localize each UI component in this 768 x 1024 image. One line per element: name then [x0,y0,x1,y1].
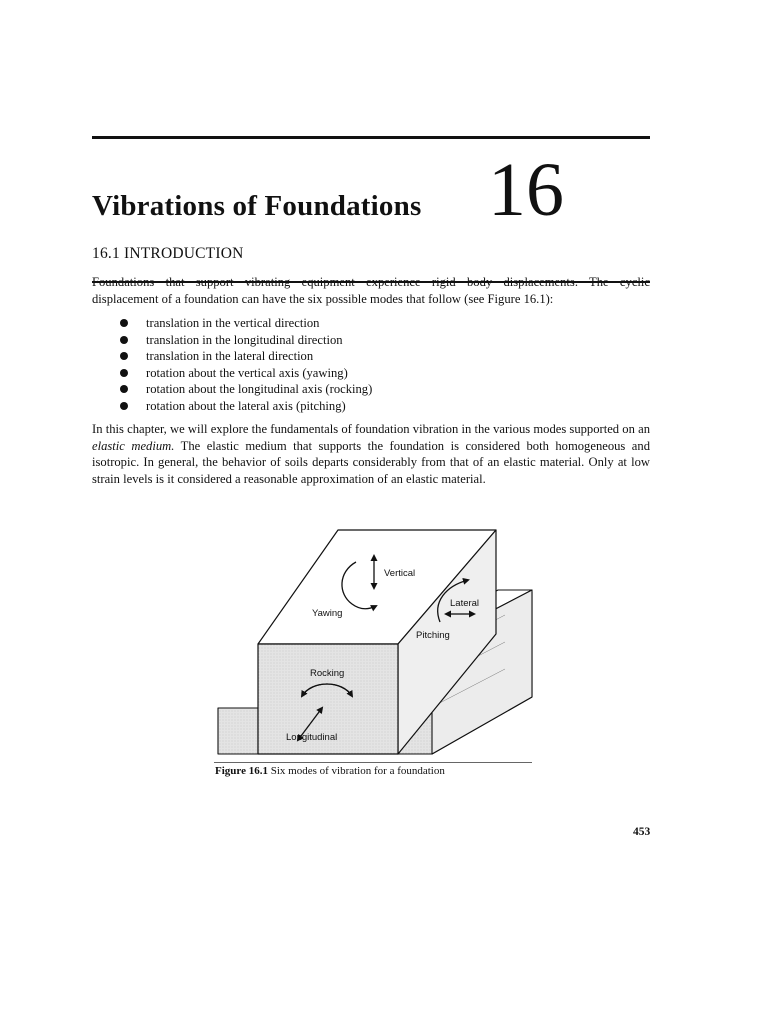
chapter-title: Vibrations of Foundations [92,190,422,222]
list-item: rotation about the vertical axis (yawing) [120,365,372,382]
body-paragraph [92,421,650,487]
body-text-1: In this chapter, we will explore the fundamentals of foundation vibration in the various modes supported on an [92,422,650,436]
label-pitching: Pitching [416,630,450,641]
list-item: translation in the longitudinal direction [120,332,372,349]
label-longitudinal: Longitudinal [286,732,338,743]
intro-line-2: displacement of a foundation can have the six possible modes that follow (see Figure 16.1): [92,291,554,306]
intro-paragraph [92,274,650,307]
figure-caption-text: Six modes of vibration for a foundation [267,765,445,777]
figure-caption [215,765,445,777]
list-item: translation in the lateral direction [120,348,372,365]
foundation-figure [210,524,540,769]
figure-rule [214,762,532,763]
label-vertical: Vertical [384,568,416,579]
elastic-medium-emphasis: elastic medium. [92,438,175,453]
chapter-number: 16 [488,148,564,232]
label-yawing: Yawing [312,608,343,619]
list-item: translation in the vertical direction [120,315,372,332]
figure-caption-label: Figure 16.1 [215,765,268,777]
page-number: 453 [633,826,651,838]
list-item: rotation about the longitudinal axis (rocking) [120,381,372,398]
intro-line-1: Foundations that support vibrating equipment experience rigid body displacements. The cyclic [92,275,650,289]
label-rocking: Rocking [310,668,345,679]
chapter-top-rule [92,136,650,139]
body-text-2: The elastic medium that supports the foundation is considered both homogeneous and isotropic. In general, the behavior of soils departs considerably from that of an elastic material. Only at low strain levels is it considered a reasonable approximation of an elastic material. [92,438,650,486]
section-heading: 16.1 INTRODUCTION [92,245,244,262]
label-lateral: Lateral [450,598,480,609]
modes-list [120,315,372,415]
list-item: rotation about the lateral axis (pitching) [120,398,372,415]
